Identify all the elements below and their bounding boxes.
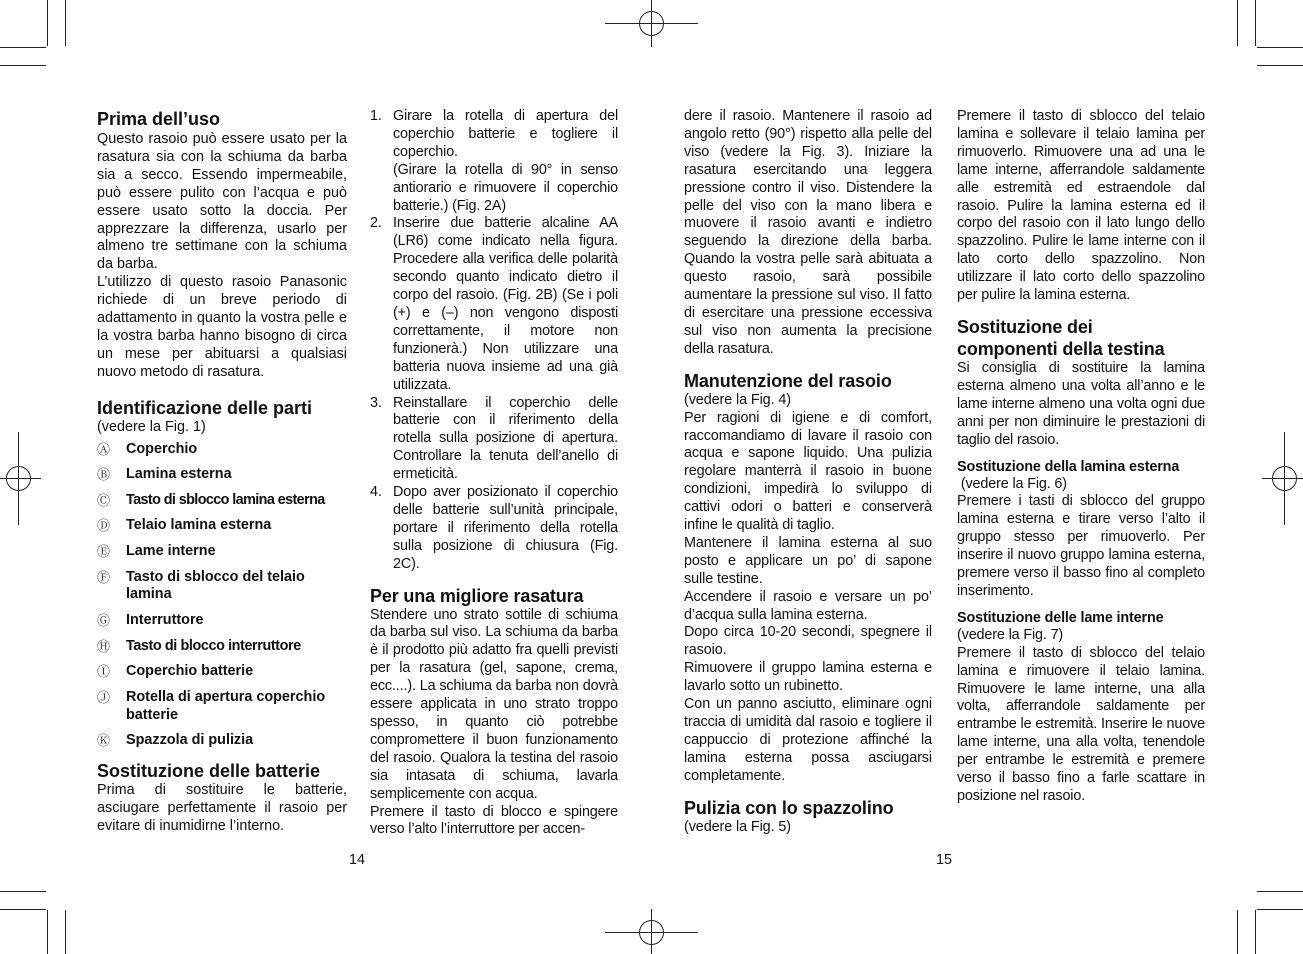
step-note: (Girare la rotella di 90° in senso antiorario e rimuovere il coperchio batterie.) (Fig. 2A) xyxy=(393,161,618,214)
subheading-lamina-esterna: Sostituzione della lamina esterna xyxy=(957,458,1180,475)
list-item xyxy=(97,466,347,484)
step-number: 2. xyxy=(370,215,382,232)
heading-identificazione: Identificazione delle parti xyxy=(97,397,313,418)
paragraph: Premere il tasto di blocco e spingere verso l’alto l’interruttore per accen- xyxy=(370,803,618,838)
parts-list xyxy=(97,441,347,751)
paragraph: Questo rasoio può essere usato per la rasatura sia con la schiuma da barba sia a secco. Essendo impermeabile, può essere pulito con l’acqua e può essere usato sotto la doccia. Per apprezzare la differenza, usarlo per almeno tre settimane con la schiuma da barba. xyxy=(97,131,347,273)
step-text: Inserire due batterie alcaline AA (LR6) come indicato nella figura. Procedere alla verifica delle polarità secondo quanto indicato dietro il corpo del rasoio. (Fig. 2B) (Se i poli (+) e (–) non vengono disposti correttamente, il motore non funzionerà.) Non utilizzare una batteria nuova insieme ad una già utilizzata. xyxy=(393,215,618,393)
heading-prima-uso: Prima dell’uso xyxy=(97,109,221,129)
list-item xyxy=(370,215,618,394)
item-letter: Ⓚ xyxy=(97,733,111,749)
list-item xyxy=(97,663,347,681)
heading-sostituzione-batterie: Sostituzione delle batterie xyxy=(97,761,321,782)
item-letter: Ⓒ xyxy=(97,492,110,508)
figure-reference: (vedere la Fig. 6) xyxy=(957,475,1067,492)
paragraph: Accendere il rasoio e versare un po’ d’acqua sulla lamina esterna. xyxy=(684,588,932,623)
item-label: Lame interne xyxy=(126,542,216,559)
step-number: 1. xyxy=(370,108,382,124)
item-letter: Ⓕ xyxy=(97,569,111,585)
steps-list xyxy=(370,108,618,574)
item-label: Coperchio xyxy=(126,440,198,457)
step-text: Girare la rotella di apertura del coperchio batterie e togliere il coperchio. xyxy=(393,108,618,160)
list-item xyxy=(370,108,618,215)
item-letter: Ⓘ xyxy=(97,664,111,680)
figure-reference: (vedere la Fig. 4) xyxy=(684,391,791,408)
heading-sostituzione-componenti: Sostituzione dei componenti della testina xyxy=(957,316,1165,359)
step-number: 3. xyxy=(370,394,382,411)
item-label: Tasto di sblocco del telaio lamina xyxy=(126,568,305,603)
list-item xyxy=(97,441,347,459)
item-letter: Ⓐ xyxy=(97,441,111,457)
column-3 xyxy=(684,108,932,837)
paragraph: Premere i tasti di sblocco del gruppo lamina esterna e tirare verso l’alto il gruppo stesso per rimuoverlo. Per inserire il nuovo gruppo lamina esterna, premere verso il basso fino al completo inserimento. xyxy=(957,493,1205,599)
item-label: Coperchio batterie xyxy=(126,663,254,680)
item-label: Tasto di blocco interruttore xyxy=(126,637,301,654)
column-1 xyxy=(97,108,347,836)
list-item xyxy=(97,612,347,630)
step-number: 4. xyxy=(370,484,382,501)
page-number: 14 xyxy=(349,852,366,868)
list-item xyxy=(97,689,347,725)
list-item xyxy=(97,517,347,535)
item-label: Lamina esterna xyxy=(126,466,232,483)
item-label: Interruttore xyxy=(126,612,204,629)
paragraph: Stendere uno strato sottile di schiuma da barba sul viso. La schiuma da barba è il prodotto più adatto fra quelli previsti per la rasatura (gel, sapone, crema, ecc....). La schiuma da barba non dovrà essere applicata in uno strato troppo spesso, in quanto ciò potrebbe compromettere il buon funzionamento del rasoio. Qualora la testina del rasoio sia intasata di schiuma, lavarla semplicemente con acqua. xyxy=(370,606,618,802)
list-item xyxy=(370,484,618,574)
figure-reference: (vedere la Fig. 5) xyxy=(684,818,791,835)
item-label: Spazzola di pulizia xyxy=(126,732,254,749)
list-item xyxy=(97,543,347,561)
heading-manutenzione: Manutenzione del rasoio xyxy=(684,370,892,391)
figure-reference: (vedere la Fig. 7) xyxy=(957,626,1064,643)
page-number: 15 xyxy=(936,852,953,868)
item-label: Rotella di apertura coperchio batterie xyxy=(126,688,326,723)
paragraph: Con un panno asciutto, eliminare ogni traccia di umidità dal rasoio e togliere il cappuccio di protezione affinché la lamina esterna possa asciugarsi completamente. xyxy=(684,696,932,784)
paragraph: Si consiglia di sostituire la lamina esterna almeno una volta all’anno e le lame interne almeno una volta ogni due anni per non diminuire le prestazioni di taglio del rasoio. xyxy=(957,359,1205,448)
item-letter: Ⓙ xyxy=(97,689,111,705)
item-letter: Ⓗ xyxy=(97,638,110,654)
paragraph: Prima di sostituire le batterie, asciugare perfettamente il rasoio per evitare di inumidirne l’interno. xyxy=(97,782,347,835)
paragraph: Mantenere il lamina esterna al suo posto e applicare un po’ di sapone sulle testine. xyxy=(684,534,932,587)
item-label: Tasto di sblocco lamina esterna xyxy=(126,491,325,508)
paragraph: Premere il tasto di sblocco del telaio lamina e sollevare il telaio lamina per rimuoverlo. Rimuovere una ad una le lame interne, afferrandole saldamente alle estremità ed estraendole dal rasoio. Pulire la lamina esterna ed il corpo del rasoio con il lato lungo dello spazzolino. Pulire le lame interne con il lato corto dello spazzolino. Non utilizzare il lato corto dello spazzolino per pulire la lamina esterna. xyxy=(957,108,1205,304)
list-item xyxy=(370,395,618,485)
heading-pulizia-spazzolino: Pulizia con lo spazzolino xyxy=(684,797,894,818)
item-letter: Ⓓ xyxy=(97,518,111,534)
step-text: Reinstallare il coperchio delle batterie con il riferimento della rotella sulla posizione di apertura. Controllare la tenuta dell’anello di ermeticità. xyxy=(393,394,618,483)
paragraph: dere il rasoio. Mantenere il rasoio ad angolo retto (90°) rispetto alla pelle del viso (vedere la Fig. 3). Iniziare la rasatura esercitando una leggera pressione contro il viso. Distendere la pelle del viso con la mano libera e muovere il rasoio avanti e indietro seguendo la direzione della barba. Quando la vostra pelle sarà abituata a questo rasoio, sarà possibile aumentare la pressione sul viso. Il fatto di esercitare una pressione eccessiva sul viso non aumenta la precisione della rasatura. xyxy=(684,108,932,357)
paragraph: Rimuovere il gruppo lamina esterna e lavarlo sotto un rubinetto. xyxy=(684,660,932,695)
item-label: Telaio lamina esterna xyxy=(126,517,272,534)
list-item xyxy=(97,732,347,750)
subheading-lame-interne: Sostituzione delle lame interne xyxy=(957,609,1164,626)
list-item xyxy=(97,492,347,510)
paragraph: Premere il tasto di sblocco del telaio lamina e rimuovere il telaio lamina. Rimuovere le lame interne, una alla volta, afferrandole saldamente per entrambe le estremità. Inserire le nuove lame interne, una alla volta, tenendole per entrambe le estremità e premere verso il basso fino a farle scattare in posizione nel rasoio. xyxy=(957,644,1205,804)
item-letter: Ⓑ xyxy=(97,467,111,483)
paragraph: Per ragioni di igiene e di comfort, raccomandiamo di lavare il rasoio con acqua e sapone liquido. Una pulizia regolare manterrà il rasoio in buone condizioni, impedirà lo sviluppo di cattivi odori o batteri e conserverà infine le qualità di taglio. xyxy=(684,409,932,534)
step-text: Dopo aver posizionato il coperchio delle batterie sull’unità principale, portare il riferimento della rotella sulla posizione di chiusura (Fig. 2C). xyxy=(393,484,618,572)
figure-reference: (vedere la Fig. 1) xyxy=(97,418,206,435)
list-item xyxy=(97,569,347,605)
column-4 xyxy=(957,108,1205,806)
item-letter: Ⓔ xyxy=(97,543,111,559)
heading-migliore-rasatura: Per una migliore rasatura xyxy=(370,585,584,606)
column-2 xyxy=(370,108,618,839)
paragraph: Dopo circa 10-20 secondi, spegnere il rasoio. xyxy=(684,624,932,659)
list-item xyxy=(97,638,347,656)
paragraph: L’utilizzo di questo rasoio Panasonic richiede di un breve periodo di adattamento in quanto la vostra pelle e la vostra barba hanno bisogno di circa un mese per abituarsi a qualsiasi nuovo metodo di rasatura. xyxy=(97,274,347,380)
item-letter: Ⓖ xyxy=(97,613,111,629)
